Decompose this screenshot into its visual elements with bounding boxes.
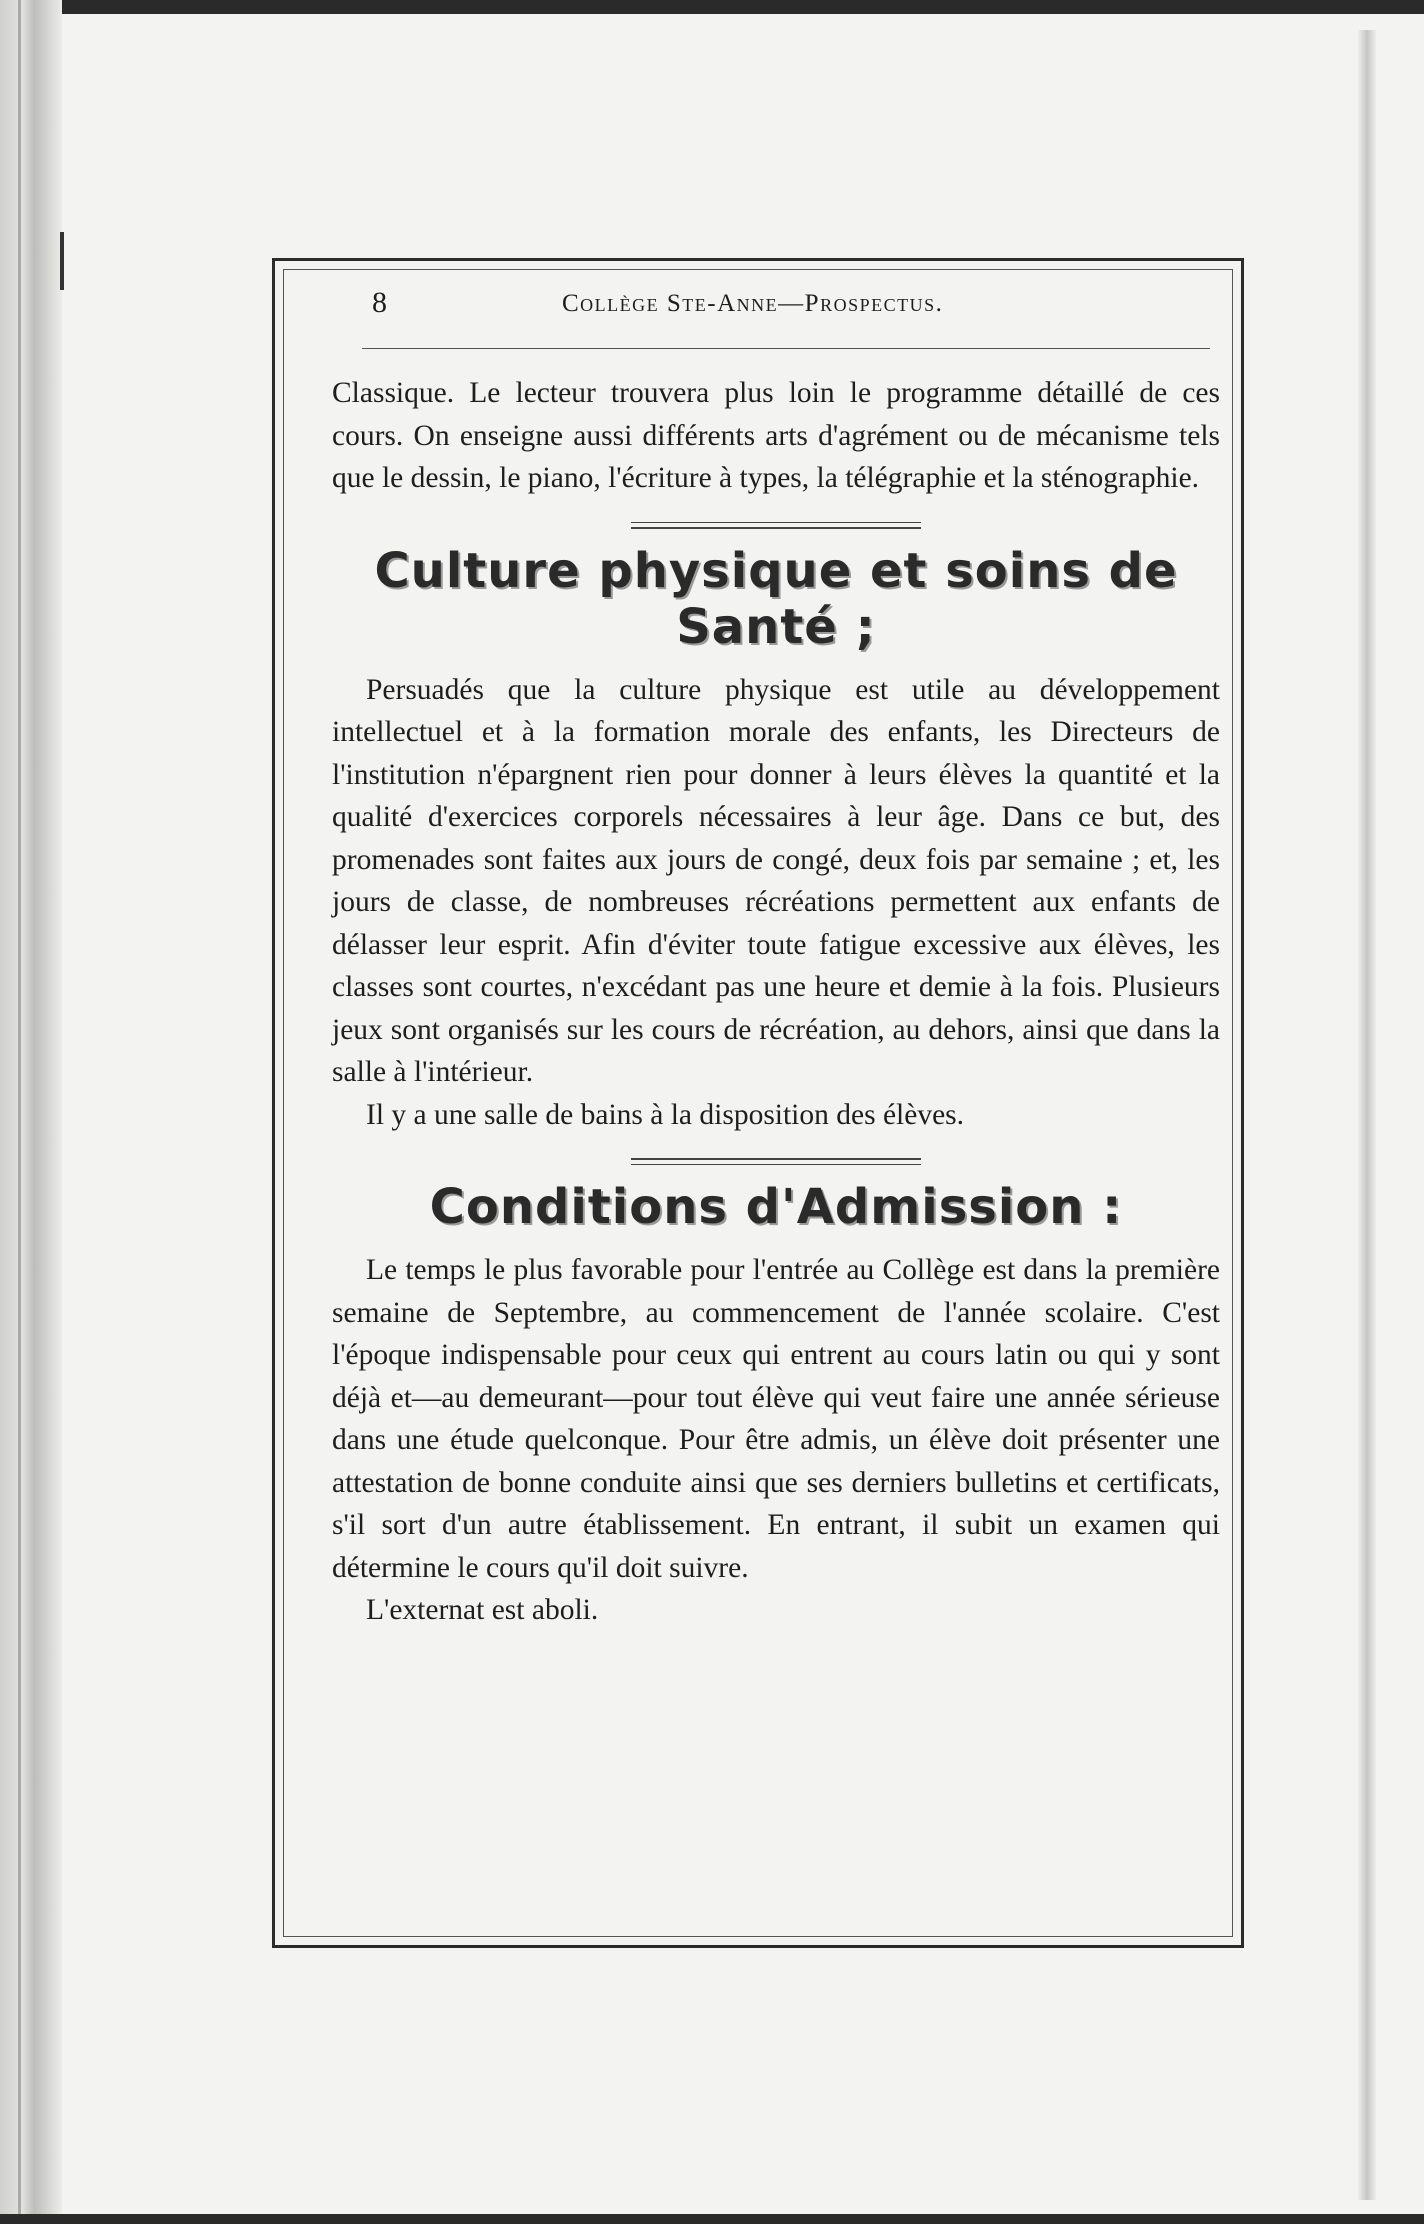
section-heading-admission: Conditions d'Admission : bbox=[429, 1179, 1123, 1235]
section-divider-2 bbox=[631, 1158, 921, 1165]
section-divider-1 bbox=[631, 522, 921, 529]
header-rule bbox=[362, 348, 1210, 349]
scan-bottom-border bbox=[0, 2214, 1424, 2224]
health-paragraph-2: Il y a une salle de bains à la disposition des élèves. bbox=[366, 1098, 965, 1131]
scan-mark bbox=[60, 232, 64, 290]
running-title: Collège Ste-Anne—Prospectus. bbox=[562, 290, 944, 317]
section-heading-health: Culture physique et soins de Santé ; bbox=[374, 542, 1178, 655]
scan-top-border bbox=[0, 0, 1424, 14]
page-number: 8 bbox=[372, 286, 387, 319]
health-paragraph-1: Persuadés que la culture physique est utile au développement intellectuel et à la formation morale des enfants, les Directeurs de l'institution n'épargnent rien pour donner à leurs élèves la quantité et la qualité d'exercices corporels nécessaires à leur âge. Dans ce but, des promenades sont faites aux jours de congé, deux fois par semaine ; et, les jours de classe, de nombreuses récréations permettent aux enfants de délasser leur esprit. Afin d'éviter toute fatigue excessive aux élèves, les classes sont courtes, n'excédant pas une heure et demie à la fois. Plusieurs jeux sont organisés sur les cours de récréation, au dehors, ainsi que dans la salle à l'intérieur. bbox=[332, 673, 1220, 1088]
admission-paragraph-2: L'externat est aboli. bbox=[366, 1594, 599, 1626]
admission-paragraph-1: Le temps le plus favorable pour l'entrée au Collège est dans la première semaine de Septembre, au commencement de l'année scolaire. C'est l'époque indispensable pour ceux qui entrent au cours latin ou qui y sont déjà et—au demeurant—pour tout élève qui veut faire une année sérieuse dans une étude quelconque. Pour être admis, un élève doit présenter une attestation de bonne conduite ainsi que ses derniers bulletins et certificats, s'il sort d'un autre établissement. En entrant, il subit un examen qui détermine le cours qu'il doit suivre. bbox=[332, 1254, 1220, 1584]
page-header bbox=[332, 280, 1220, 332]
page-content bbox=[332, 280, 1220, 1632]
book-page-edge-right bbox=[1358, 30, 1376, 2200]
intro-paragraph: Classique. Le lecteur trouvera plus loin le programme détaillé de ces cours. On enseigne aussi différents arts d'agrément ou de mécanisme tels que le dessin, le piano, l'écriture à types, la télégraphie et la sténographie. bbox=[332, 377, 1220, 494]
book-page-edges-left bbox=[0, 0, 62, 2224]
